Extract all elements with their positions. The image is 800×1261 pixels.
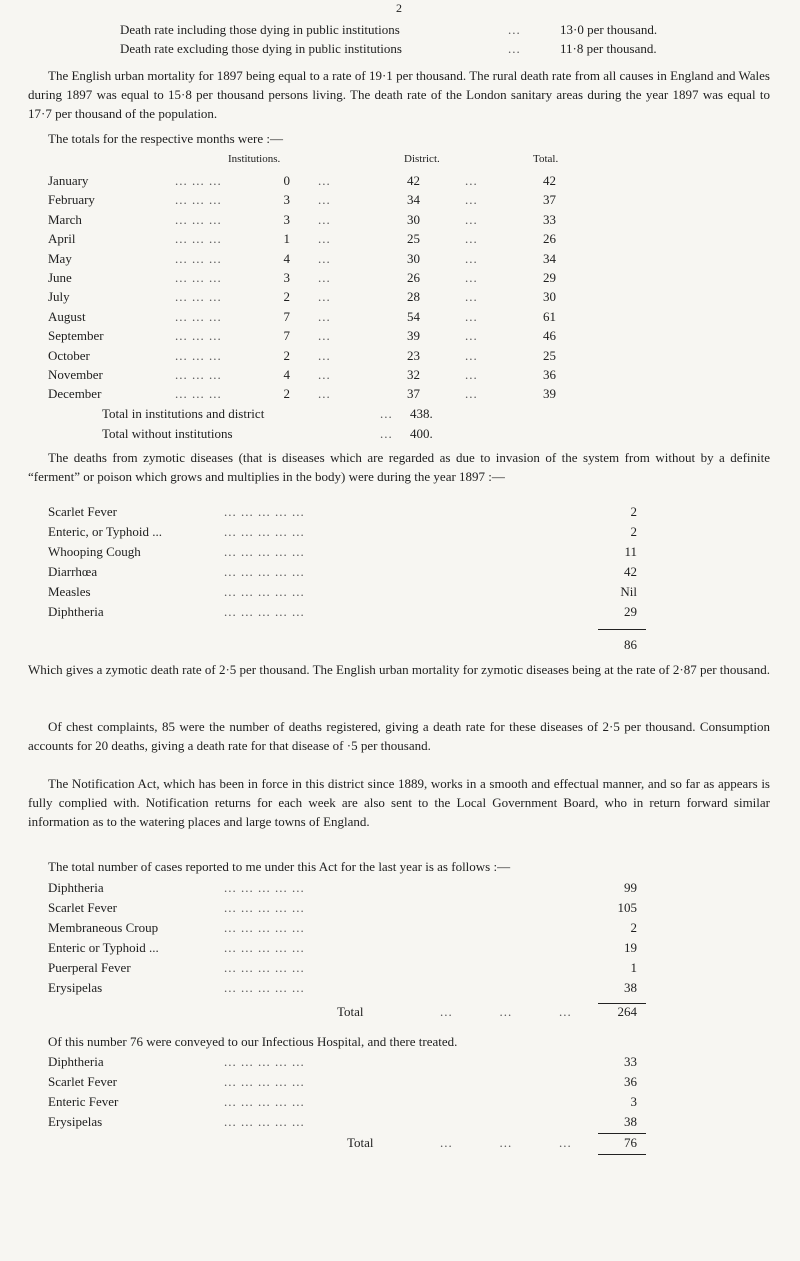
dots: ... ... ... ... ... xyxy=(224,544,305,559)
zymotic-count: 2 xyxy=(630,524,637,539)
institutions-value: 3 xyxy=(283,211,290,227)
dots: ... ... ... ... ... xyxy=(224,1074,305,1089)
dots: ... xyxy=(465,270,478,285)
dots: ... ... ... xyxy=(175,367,222,382)
dots: ... ... ... xyxy=(175,211,222,227)
district-value: 30 xyxy=(407,211,420,227)
dots: ... xyxy=(318,367,331,382)
district-value: 54 xyxy=(407,308,420,324)
zymotic-count: 11 xyxy=(624,544,637,559)
dots: ... ... ... xyxy=(175,328,222,344)
dots: ... xyxy=(318,289,331,305)
dots: ... xyxy=(465,231,478,247)
month-name: May xyxy=(48,250,72,266)
hospital-count: 33 xyxy=(624,1054,637,1069)
dots: ... xyxy=(318,250,331,266)
dots: ... xyxy=(318,173,331,188)
hospital-total-label: Total xyxy=(347,1135,374,1150)
month-name: September xyxy=(48,328,104,344)
dots: ... xyxy=(380,406,393,421)
institutions-value: 1 xyxy=(283,231,290,247)
hospital-disease: Enteric Fever xyxy=(48,1094,119,1109)
zymotic-rule xyxy=(598,629,646,630)
dots: ... ... ... ... ... xyxy=(224,524,305,539)
dots: ... xyxy=(465,367,478,382)
notified-count: 105 xyxy=(617,900,637,915)
dots: ... xyxy=(318,308,331,324)
notified-count: 19 xyxy=(624,940,637,955)
dots: ... xyxy=(465,173,478,188)
dots: ... ... ... xyxy=(440,1135,572,1150)
dots: ... ... ... ... ... xyxy=(224,900,305,915)
hospital-rule xyxy=(598,1133,646,1134)
dots: ... xyxy=(508,22,521,37)
dots: ... xyxy=(318,231,331,247)
total-value: 37 xyxy=(543,192,556,208)
month-name: February xyxy=(48,192,95,208)
zymotic-count: 29 xyxy=(624,604,637,619)
dots: ... ... ... ... ... xyxy=(224,1114,305,1129)
dots: ... ... ... xyxy=(175,308,222,324)
total-value: 33 xyxy=(543,211,556,227)
paragraph-notification-act: The Notification Act, which has been in force in this district since 1889, works in a smooth and effectual manner, and so far as appears is fully complied with. Notification returns for each week are also sent to the Local Government Board, who in return forward similar information as to the watering places and large towns of England. xyxy=(28,776,770,829)
institutions-value: 2 xyxy=(283,386,290,402)
header-institutions: Institutions. xyxy=(228,153,281,165)
total-without-inst-value: 400. xyxy=(410,426,433,441)
dots: ... ... ... ... ... xyxy=(224,604,305,619)
notified-total: 264 xyxy=(617,1004,637,1019)
paragraph-urban-mortality: The English urban mortality for 1897 being equal to a rate of 19·1 per thousand. The rural death rate from all causes in England and Wales during 1897 was equal to 15·8 per thousand persons living. The death rate of the London sanitary areas during the year 1897 was equal to 17·7 per thousand of the population. xyxy=(28,68,770,121)
notified-disease: Scarlet Fever xyxy=(48,900,117,915)
zymotic-disease: Measles xyxy=(48,584,91,599)
month-name: January xyxy=(48,173,89,188)
paragraph-zymotic-rate: Which gives a zymotic death rate of 2·5 per thousand. The English urban mortality for zymotic diseases being at the rate of 2·87 per thousand. xyxy=(28,662,770,677)
dots: ... ... ... xyxy=(440,1004,572,1019)
zymotic-count: 42 xyxy=(624,564,637,579)
total-value: 26 xyxy=(543,231,556,247)
dots: ... xyxy=(318,270,331,285)
dots: ... ... ... xyxy=(175,250,222,266)
hospital-disease: Scarlet Fever xyxy=(48,1074,117,1089)
dots: ... ... ... xyxy=(175,347,222,363)
paragraph-chest-complaints: Of chest complaints, 85 were the number of deaths registered, giving a death rate for these diseases of 2·5 per thousand. Consumption accounts for 20 deaths, giving a death rate for that disease of ·5 per thousand. xyxy=(28,719,770,753)
district-value: 34 xyxy=(407,192,420,208)
month-name: March xyxy=(48,211,82,227)
monthly-intro: The totals for the respective months were :— xyxy=(48,131,284,146)
notified-disease: Membraneous Croup xyxy=(48,920,159,935)
dots: ... ... ... ... ... xyxy=(224,504,305,519)
institutions-value: 4 xyxy=(283,367,290,382)
dots: ... xyxy=(465,347,478,363)
total-value: 34 xyxy=(543,250,556,266)
dots: ... ... ... ... ... xyxy=(224,584,305,599)
district-value: 30 xyxy=(407,250,420,266)
notified-disease: Puerperal Fever xyxy=(48,960,131,975)
total-value: 42 xyxy=(543,173,556,188)
dots: ... ... ... xyxy=(175,231,222,247)
hospital-disease: Erysipelas xyxy=(48,1114,103,1129)
hospital-disease: Diphtheria xyxy=(48,1054,104,1069)
institutions-value: 3 xyxy=(283,270,290,285)
notified-count: 2 xyxy=(630,920,637,935)
dots: ... ... ... xyxy=(175,173,222,188)
dots: ... xyxy=(318,328,331,344)
header-total: Total. xyxy=(533,153,559,165)
dots: ... xyxy=(465,211,478,227)
dots: ... ... ... ... ... xyxy=(224,1054,305,1069)
dots: ... ... ... xyxy=(175,386,222,402)
notified-disease: Erysipelas xyxy=(48,980,103,995)
district-value: 32 xyxy=(407,367,420,382)
notified-disease: Diphtheria xyxy=(48,880,104,895)
total-inst-district-label: Total in institutions and district xyxy=(102,406,265,421)
notified-disease: Enteric or Typhoid ... xyxy=(48,940,159,955)
hospital-double-rule xyxy=(598,1154,646,1155)
zymotic-disease: Enteric, or Typhoid ... xyxy=(48,524,163,539)
district-value: 42 xyxy=(407,173,420,188)
zymotic-count: Nil xyxy=(620,584,637,599)
dots: ... xyxy=(508,41,521,56)
dots: ... xyxy=(465,328,478,344)
total-value: 46 xyxy=(543,328,556,344)
death-rate-including-value: 13·0 per thousand. xyxy=(560,22,658,37)
dots: ... ... ... ... ... xyxy=(224,564,305,579)
notified-count: 38 xyxy=(624,980,637,995)
month-name: June xyxy=(48,270,72,285)
dots: ... ... ... xyxy=(175,289,222,305)
total-value: 30 xyxy=(543,289,556,305)
district-value: 26 xyxy=(407,270,420,285)
total-value: 25 xyxy=(543,347,556,363)
month-name: April xyxy=(48,231,76,247)
institutions-value: 7 xyxy=(283,308,290,324)
zymotic-disease: Diphtheria xyxy=(48,604,104,619)
dots: ... xyxy=(465,289,478,305)
institutions-value: 2 xyxy=(283,289,290,305)
dots: ... xyxy=(318,347,331,363)
dots: ... xyxy=(380,426,393,441)
dots: ... ... ... ... ... xyxy=(224,920,305,935)
institutions-value: 4 xyxy=(283,250,290,266)
total-value: 61 xyxy=(543,308,556,324)
dots: ... xyxy=(465,386,478,402)
notified-intro: The total number of cases reported to me under this Act for the last year is as follows :— xyxy=(48,859,511,874)
district-value: 28 xyxy=(407,289,420,305)
dots: ... ... ... ... ... xyxy=(224,960,305,975)
month-name: August xyxy=(48,308,86,324)
dots: ... xyxy=(318,192,331,208)
notified-count: 99 xyxy=(624,880,637,895)
district-value: 37 xyxy=(407,386,420,402)
total-inst-district-value: 438. xyxy=(410,406,433,421)
dots: ... ... ... ... ... xyxy=(224,880,305,895)
month-name: October xyxy=(48,347,90,363)
header-district: District. xyxy=(404,153,440,165)
death-rate-excluding-label: Death rate excluding those dying in public institutions xyxy=(120,41,402,56)
hospital-intro: Of this number 76 were conveyed to our Infectious Hospital, and there treated. xyxy=(48,1034,458,1049)
institutions-value: 0 xyxy=(283,173,290,188)
zymotic-disease: Diarrhœa xyxy=(48,564,98,579)
institutions-value: 7 xyxy=(283,328,290,344)
zymotic-disease: Scarlet Fever xyxy=(48,504,117,519)
dots: ... xyxy=(318,211,331,227)
total-value: 36 xyxy=(543,367,556,382)
dots: ... xyxy=(318,386,331,402)
hospital-count: 3 xyxy=(630,1094,637,1109)
month-name: November xyxy=(48,367,103,382)
hospital-count: 38 xyxy=(624,1114,637,1129)
institutions-value: 3 xyxy=(283,192,290,208)
hospital-total: 76 xyxy=(624,1135,637,1150)
zymotic-total: 86 xyxy=(624,637,637,652)
dots: ... ... ... ... ... xyxy=(224,940,305,955)
district-value: 23 xyxy=(407,347,420,363)
dots: ... ... ... ... ... xyxy=(224,1094,305,1109)
zymotic-count: 2 xyxy=(630,504,637,519)
notified-total-label: Total xyxy=(337,1004,364,1019)
notified-count: 1 xyxy=(630,960,637,975)
dots: ... xyxy=(465,308,478,324)
dots: ... xyxy=(465,192,478,208)
total-without-inst-label: Total without institutions xyxy=(102,426,233,441)
page-number: 2 xyxy=(396,1,402,15)
hospital-count: 36 xyxy=(624,1074,637,1089)
district-value: 25 xyxy=(407,231,420,247)
dots: ... ... ... xyxy=(175,192,222,208)
zymotic-intro: The deaths from zymotic diseases (that is diseases which are regarded as due to invasion of the system from without by a definite “ferment” or poison which grows and multiplies in the body) were during the year 1897 :— xyxy=(28,450,770,484)
total-value: 29 xyxy=(543,270,556,285)
zymotic-disease: Whooping Cough xyxy=(48,544,141,559)
death-rate-including-label: Death rate including those dying in public institutions xyxy=(120,22,400,37)
dots: ... ... ... xyxy=(175,270,222,285)
institutions-value: 2 xyxy=(283,347,290,363)
death-rate-excluding-value: 11·8 per thousand. xyxy=(560,41,657,56)
dots: ... xyxy=(465,250,478,266)
dots: ... ... ... ... ... xyxy=(224,980,305,995)
district-value: 39 xyxy=(407,328,420,344)
total-value: 39 xyxy=(543,386,556,402)
month-name: December xyxy=(48,386,102,402)
month-name: July xyxy=(48,289,70,305)
